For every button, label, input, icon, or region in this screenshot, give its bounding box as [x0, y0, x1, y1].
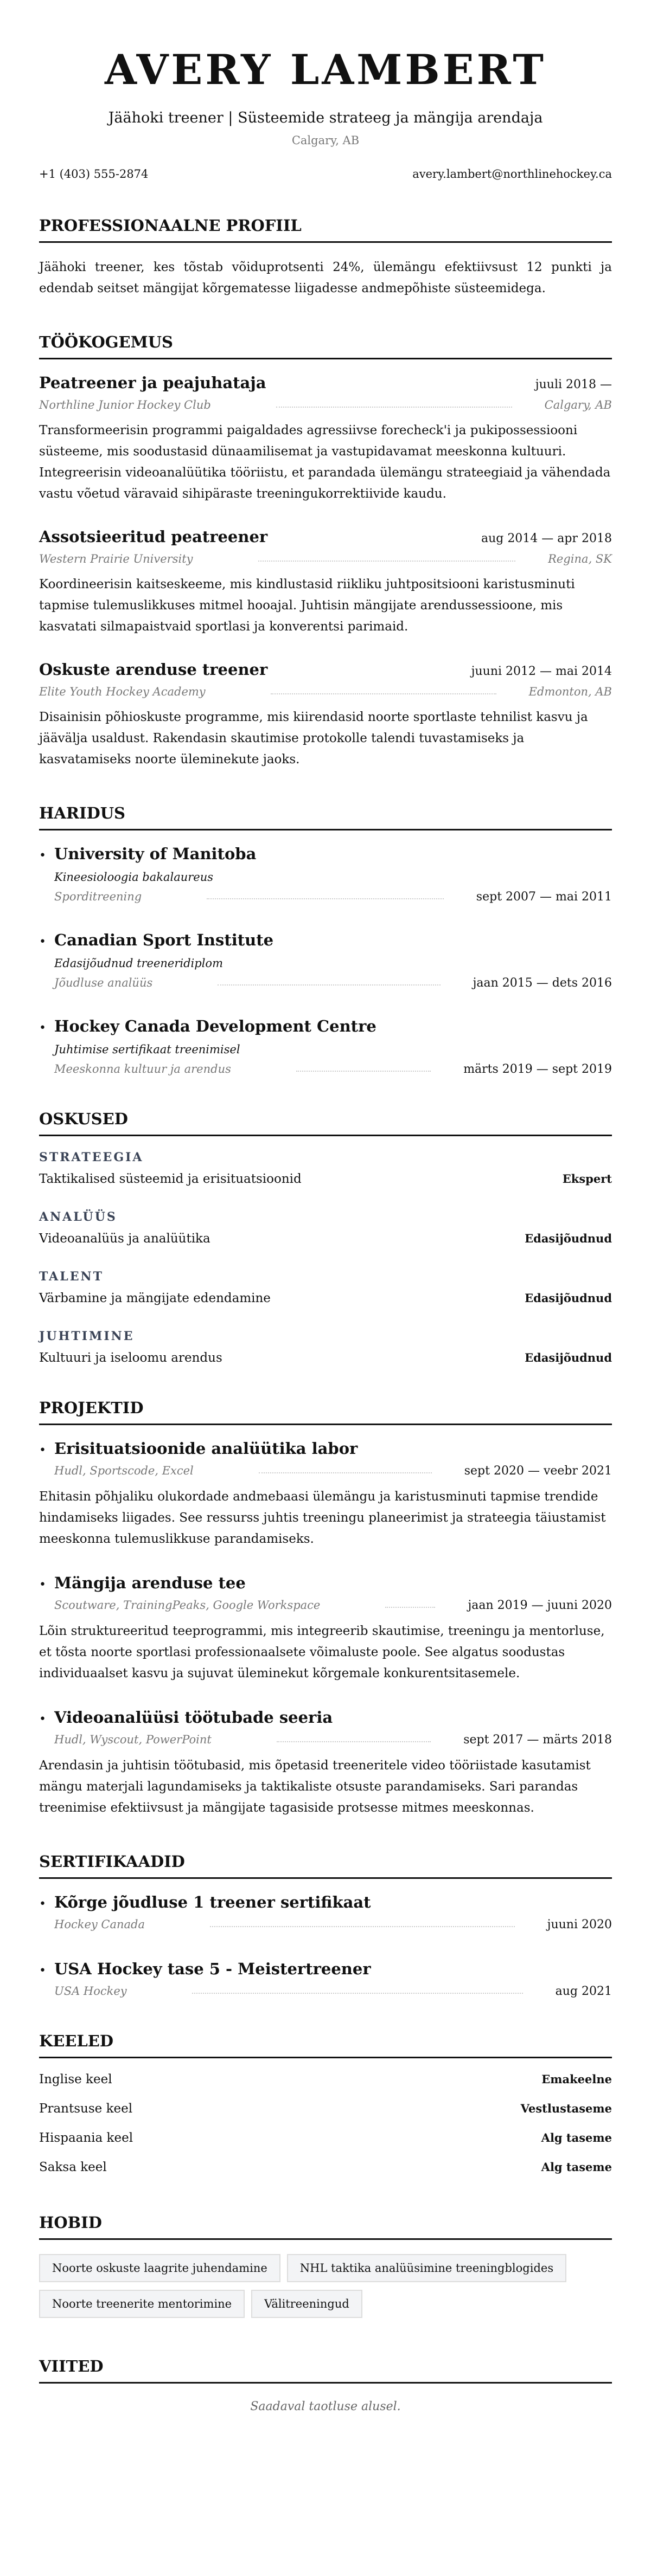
- project-dates: sept 2020 — veebr 2021: [464, 1464, 612, 1478]
- profile-summary: Jäähoki treener, kes tõstab võiduprotsenti 24%, ülemängu efektiivsust 12 punkti ja edendab seitset mängijat kõrgematesse liigadesse andmepõhiste süsteemidega.: [39, 260, 612, 295]
- education-entry: [39, 931, 612, 990]
- bullet-icon: •: [39, 935, 46, 949]
- skill-row: [39, 1351, 612, 1365]
- job-meta: [39, 398, 612, 411]
- job-header: [39, 527, 612, 546]
- project-description: Arendasin ja juhtisin töötubasid, mis õpetasid treeneritele video tööriistade kasutamist mängu materjali lagundamiseks ja taktikaliste otsuste parandamiseks. Sari parandas treenimise efektiivsust ja mängijate tagasiside protsesse mitmes meeskonnas.: [39, 1759, 591, 1815]
- company-name: Western Prairie University: [39, 552, 193, 565]
- education-meta: [54, 890, 612, 904]
- language-level: Vestlustaseme: [520, 2102, 612, 2115]
- language-row: [39, 2072, 612, 2092]
- education-entry: [39, 1017, 612, 1076]
- job-header: [39, 660, 612, 679]
- job-title: Peatreener ja peajuhataja: [39, 373, 266, 392]
- job-meta: [39, 685, 612, 698]
- certification-title-row: [39, 1893, 612, 1911]
- education-dates: jaan 2015 — dets 2016: [473, 976, 612, 990]
- certification-title-row: [39, 1960, 612, 1978]
- school-name: University of Manitoba: [54, 845, 257, 863]
- location: Calgary, AB: [291, 134, 360, 147]
- project-entry: [39, 1574, 612, 1684]
- language-row: [39, 2160, 612, 2180]
- language-row: [39, 2102, 612, 2121]
- skill-row: [39, 1232, 612, 1246]
- language-level: Alg taseme: [541, 2131, 612, 2144]
- bullet-icon: •: [39, 1021, 46, 1035]
- project-title: Videoanalüüsi töötubade seeria: [54, 1708, 333, 1727]
- hobby-chip: Noorte oskuste laagrite juhendamine: [39, 2254, 280, 2282]
- dotted-leader: [207, 898, 444, 899]
- project-entry: [39, 1708, 612, 1819]
- hobby-chip: Noorte treenerite mentorimine: [39, 2290, 245, 2318]
- language-level: Alg taseme: [541, 2160, 612, 2174]
- job-dates: juuni 2012 — mai 2014: [471, 665, 612, 678]
- language-name: Saksa keel: [39, 2160, 107, 2174]
- contact-row: [39, 168, 612, 181]
- project-title-row: [39, 1708, 612, 1727]
- job-meta: [39, 552, 612, 565]
- section-heading-certifications: SERTIFIKAADID: [39, 1852, 612, 1879]
- dotted-leader: [271, 693, 496, 694]
- candidate-name: AVERY LAMBERT: [105, 46, 546, 94]
- degree: Edasijõudnud treeneridiplom: [54, 957, 223, 970]
- bullet-icon: •: [39, 849, 46, 862]
- phone[interactable]: +1 (403) 555-2874: [39, 168, 149, 181]
- job-title: Oskuste arenduse treener: [39, 660, 268, 679]
- bullet-icon: •: [39, 1444, 46, 1457]
- project-description: Ehitasin põhjaliku olukordade andmebaasi ülemängu ja karistusminuti tapmise trendide hindamiseks liigades. See ressurss juhtis treeningu planeerimist ja strateegia täiustamist meeskonna tulemuslikkuse parandamiseks.: [39, 1490, 606, 1546]
- bullet-icon: •: [39, 1578, 46, 1592]
- job-description: Koordineerisin kaitseskeeme, mis kindlustasid riikliku juhtpositsiooni karistusminuti tapmise tulemuslikkuses mitmel hooajal. Juhtisin mängijate arendussessioone, mis kasvatati silmapaistvaid sportlasi ja konverentsi parimaid.: [39, 577, 575, 634]
- dotted-leader: [277, 1741, 431, 1742]
- education-dates: märts 2019 — sept 2019: [463, 1062, 612, 1076]
- project-description: Lõin struktureeritud teeprogrammi, mis integreerib skautimise, treeningu ja mentorluse, et tõsta noorte sportlasi professionaalsete võimaluste poole. See algatus soodustas individuaalset kasvu ja sujuvat üleminekut kõrgemale konkurentsitasemele.: [39, 1624, 605, 1680]
- headline: Jäähoki treener | Süsteemide strateeg ja mängija arendaja: [108, 110, 543, 126]
- section-heading-skills: OSKUSED: [39, 1110, 612, 1136]
- certification-date: aug 2021: [555, 1985, 612, 1998]
- skill-category: STRATEEGIA: [39, 1150, 144, 1164]
- school-row: [39, 1017, 612, 1035]
- certification-meta: [54, 1985, 612, 1998]
- certification-meta: [54, 1918, 612, 1931]
- hobby-chip: Välitreeningud: [251, 2290, 362, 2318]
- field-of-study: Jõudluse analüüs: [54, 976, 153, 989]
- dotted-leader: [259, 1472, 432, 1473]
- dotted-leader: [210, 1926, 515, 1927]
- skill-level: Edasijõudnud: [525, 1351, 612, 1364]
- education-dates: sept 2007 — mai 2011: [476, 890, 612, 904]
- job-title: Assotsieeritud peatreener: [39, 527, 268, 546]
- skill-group: [39, 1150, 612, 1186]
- bullet-icon: •: [39, 1712, 46, 1726]
- section-heading-projects: PROJEKTID: [39, 1399, 612, 1425]
- language-level: Emakeelne: [541, 2072, 612, 2086]
- job-description: Transformeerisin programmi paigaldades agressiivse forecheck'i ja pukipossessiooni süsteeme, mis soodustasid dünaamilisemat ja vastupidavamat meeskonna kultuuri. Integreerisin videoanalüütika tööriistu, et parandada ülemängu strateegiaid ja vähendada vastu võetud väravaid sihipäraste treeningukorrektiivide kaudu.: [39, 423, 611, 501]
- section-heading-education: HARIDUS: [39, 804, 612, 830]
- section-heading-hobbies: HOBID: [39, 2213, 612, 2240]
- job-location: Calgary, AB: [544, 398, 612, 411]
- section-heading-profile: PROFESSIONAALNE PROFIIL: [39, 216, 612, 243]
- skill-row: [39, 1172, 612, 1186]
- dotted-leader: [385, 1607, 435, 1608]
- job-location: Edmonton, AB: [528, 685, 612, 698]
- project-title: Mängija arenduse tee: [54, 1574, 246, 1592]
- school-row: [39, 845, 612, 863]
- language-row: [39, 2131, 612, 2150]
- skill-name: Kultuuri ja iseloomu arendus: [39, 1351, 222, 1365]
- skill-row: [39, 1291, 612, 1305]
- skill-group: [39, 1210, 612, 1246]
- skill-category: JUHTIMINE: [39, 1329, 135, 1343]
- company-name: Elite Youth Hockey Academy: [39, 685, 206, 698]
- project-meta: [54, 1599, 612, 1612]
- dotted-leader: [192, 1993, 523, 1994]
- skill-category: TALENT: [39, 1270, 104, 1284]
- project-tools: Hudl, Sportscode, Excel: [54, 1464, 194, 1477]
- school-row: [39, 931, 612, 949]
- dotted-leader: [218, 984, 440, 986]
- certification-entry: [39, 1960, 612, 1998]
- skill-category: ANALÜÜS: [39, 1210, 117, 1224]
- skill-name: Videoanalüüs ja analüütika: [39, 1232, 210, 1246]
- skill-group: [39, 1329, 612, 1365]
- skill-name: Värbamine ja mängijate edendamine: [39, 1291, 271, 1305]
- project-dates: jaan 2019 — juuni 2020: [468, 1599, 612, 1612]
- email[interactable]: avery.lambert@northlinehockey.ca: [412, 168, 612, 181]
- education-meta: [54, 1062, 612, 1076]
- bullet-icon: •: [39, 1897, 46, 1911]
- section-heading-languages: KEELED: [39, 2032, 612, 2058]
- language-name: Inglise keel: [39, 2072, 112, 2086]
- skill-name: Taktikalised süsteemid ja erisituatsioonid: [39, 1172, 302, 1186]
- company-name: Northline Junior Hockey Club: [39, 398, 211, 411]
- certification-date: juuni 2020: [547, 1918, 612, 1931]
- certification-entry: [39, 1893, 612, 1931]
- degree: Juhtimise sertifikaat treenimisel: [54, 1043, 240, 1056]
- bullet-icon: •: [39, 1964, 46, 1978]
- school-name: Hockey Canada Development Centre: [54, 1017, 376, 1035]
- project-title-row: [39, 1439, 612, 1458]
- school-name: Canadian Sport Institute: [54, 931, 274, 949]
- project-meta: [54, 1733, 612, 1747]
- section-heading-references: VIITED: [39, 2357, 612, 2384]
- dotted-leader: [296, 1071, 431, 1072]
- certification-issuer: Hockey Canada: [54, 1918, 145, 1931]
- job-entry: [39, 660, 612, 770]
- language-name: Prantsuse keel: [39, 2102, 133, 2116]
- project-meta: [54, 1464, 612, 1478]
- job-header: [39, 373, 612, 392]
- certification-issuer: USA Hockey: [54, 1985, 127, 1998]
- project-title-row: [39, 1574, 612, 1592]
- project-entry: [39, 1439, 612, 1550]
- job-dates: aug 2014 — apr 2018: [481, 532, 612, 545]
- education-entry: [39, 845, 612, 904]
- references-note: Saadaval taotluse alusel.: [250, 2400, 401, 2413]
- skill-level: Edasijõudnud: [525, 1232, 612, 1245]
- section-heading-experience: TÖÖKOGEMUS: [39, 333, 612, 359]
- field-of-study: Sporditreening: [54, 890, 142, 903]
- project-tools: Hudl, Wyscout, PowerPoint: [54, 1733, 212, 1746]
- project-dates: sept 2017 — märts 2018: [463, 1733, 612, 1747]
- job-description: Disainisin põhioskuste programme, mis kiirendasid noorte sportlaste tehnilist kasvu ja jäävälja usaldust. Rakendasin skautimise protokolle talendi tuvastamiseks ja kasvatamiseks noorte üleminekute jaoks.: [39, 710, 588, 767]
- skill-level: Edasijõudnud: [525, 1291, 612, 1305]
- education-meta: [54, 976, 612, 990]
- skill-group: [39, 1270, 612, 1305]
- job-entry: [39, 373, 612, 505]
- job-dates: juuli 2018 —: [535, 378, 612, 391]
- degree: Kineesioloogia bakalaureus: [54, 871, 214, 884]
- language-name: Hispaania keel: [39, 2131, 133, 2145]
- project-tools: Scoutware, TrainingPeaks, Google Workspace: [54, 1599, 321, 1612]
- dotted-leader: [258, 561, 516, 562]
- hobby-chip: NHL taktika analüüsimine treeningblogides: [287, 2254, 566, 2282]
- skill-level: Ekspert: [562, 1172, 612, 1186]
- dotted-leader: [276, 407, 512, 408]
- job-entry: [39, 527, 612, 637]
- certification-title: USA Hockey tase 5 - Meistertreener: [54, 1960, 371, 1978]
- certification-title: Kõrge jõudluse 1 treener sertifikaat: [54, 1893, 371, 1911]
- project-title: Erisituatsioonide analüütika labor: [54, 1439, 358, 1458]
- job-location: Regina, SK: [548, 552, 612, 565]
- field-of-study: Meeskonna kultuur ja arendus: [54, 1062, 231, 1076]
